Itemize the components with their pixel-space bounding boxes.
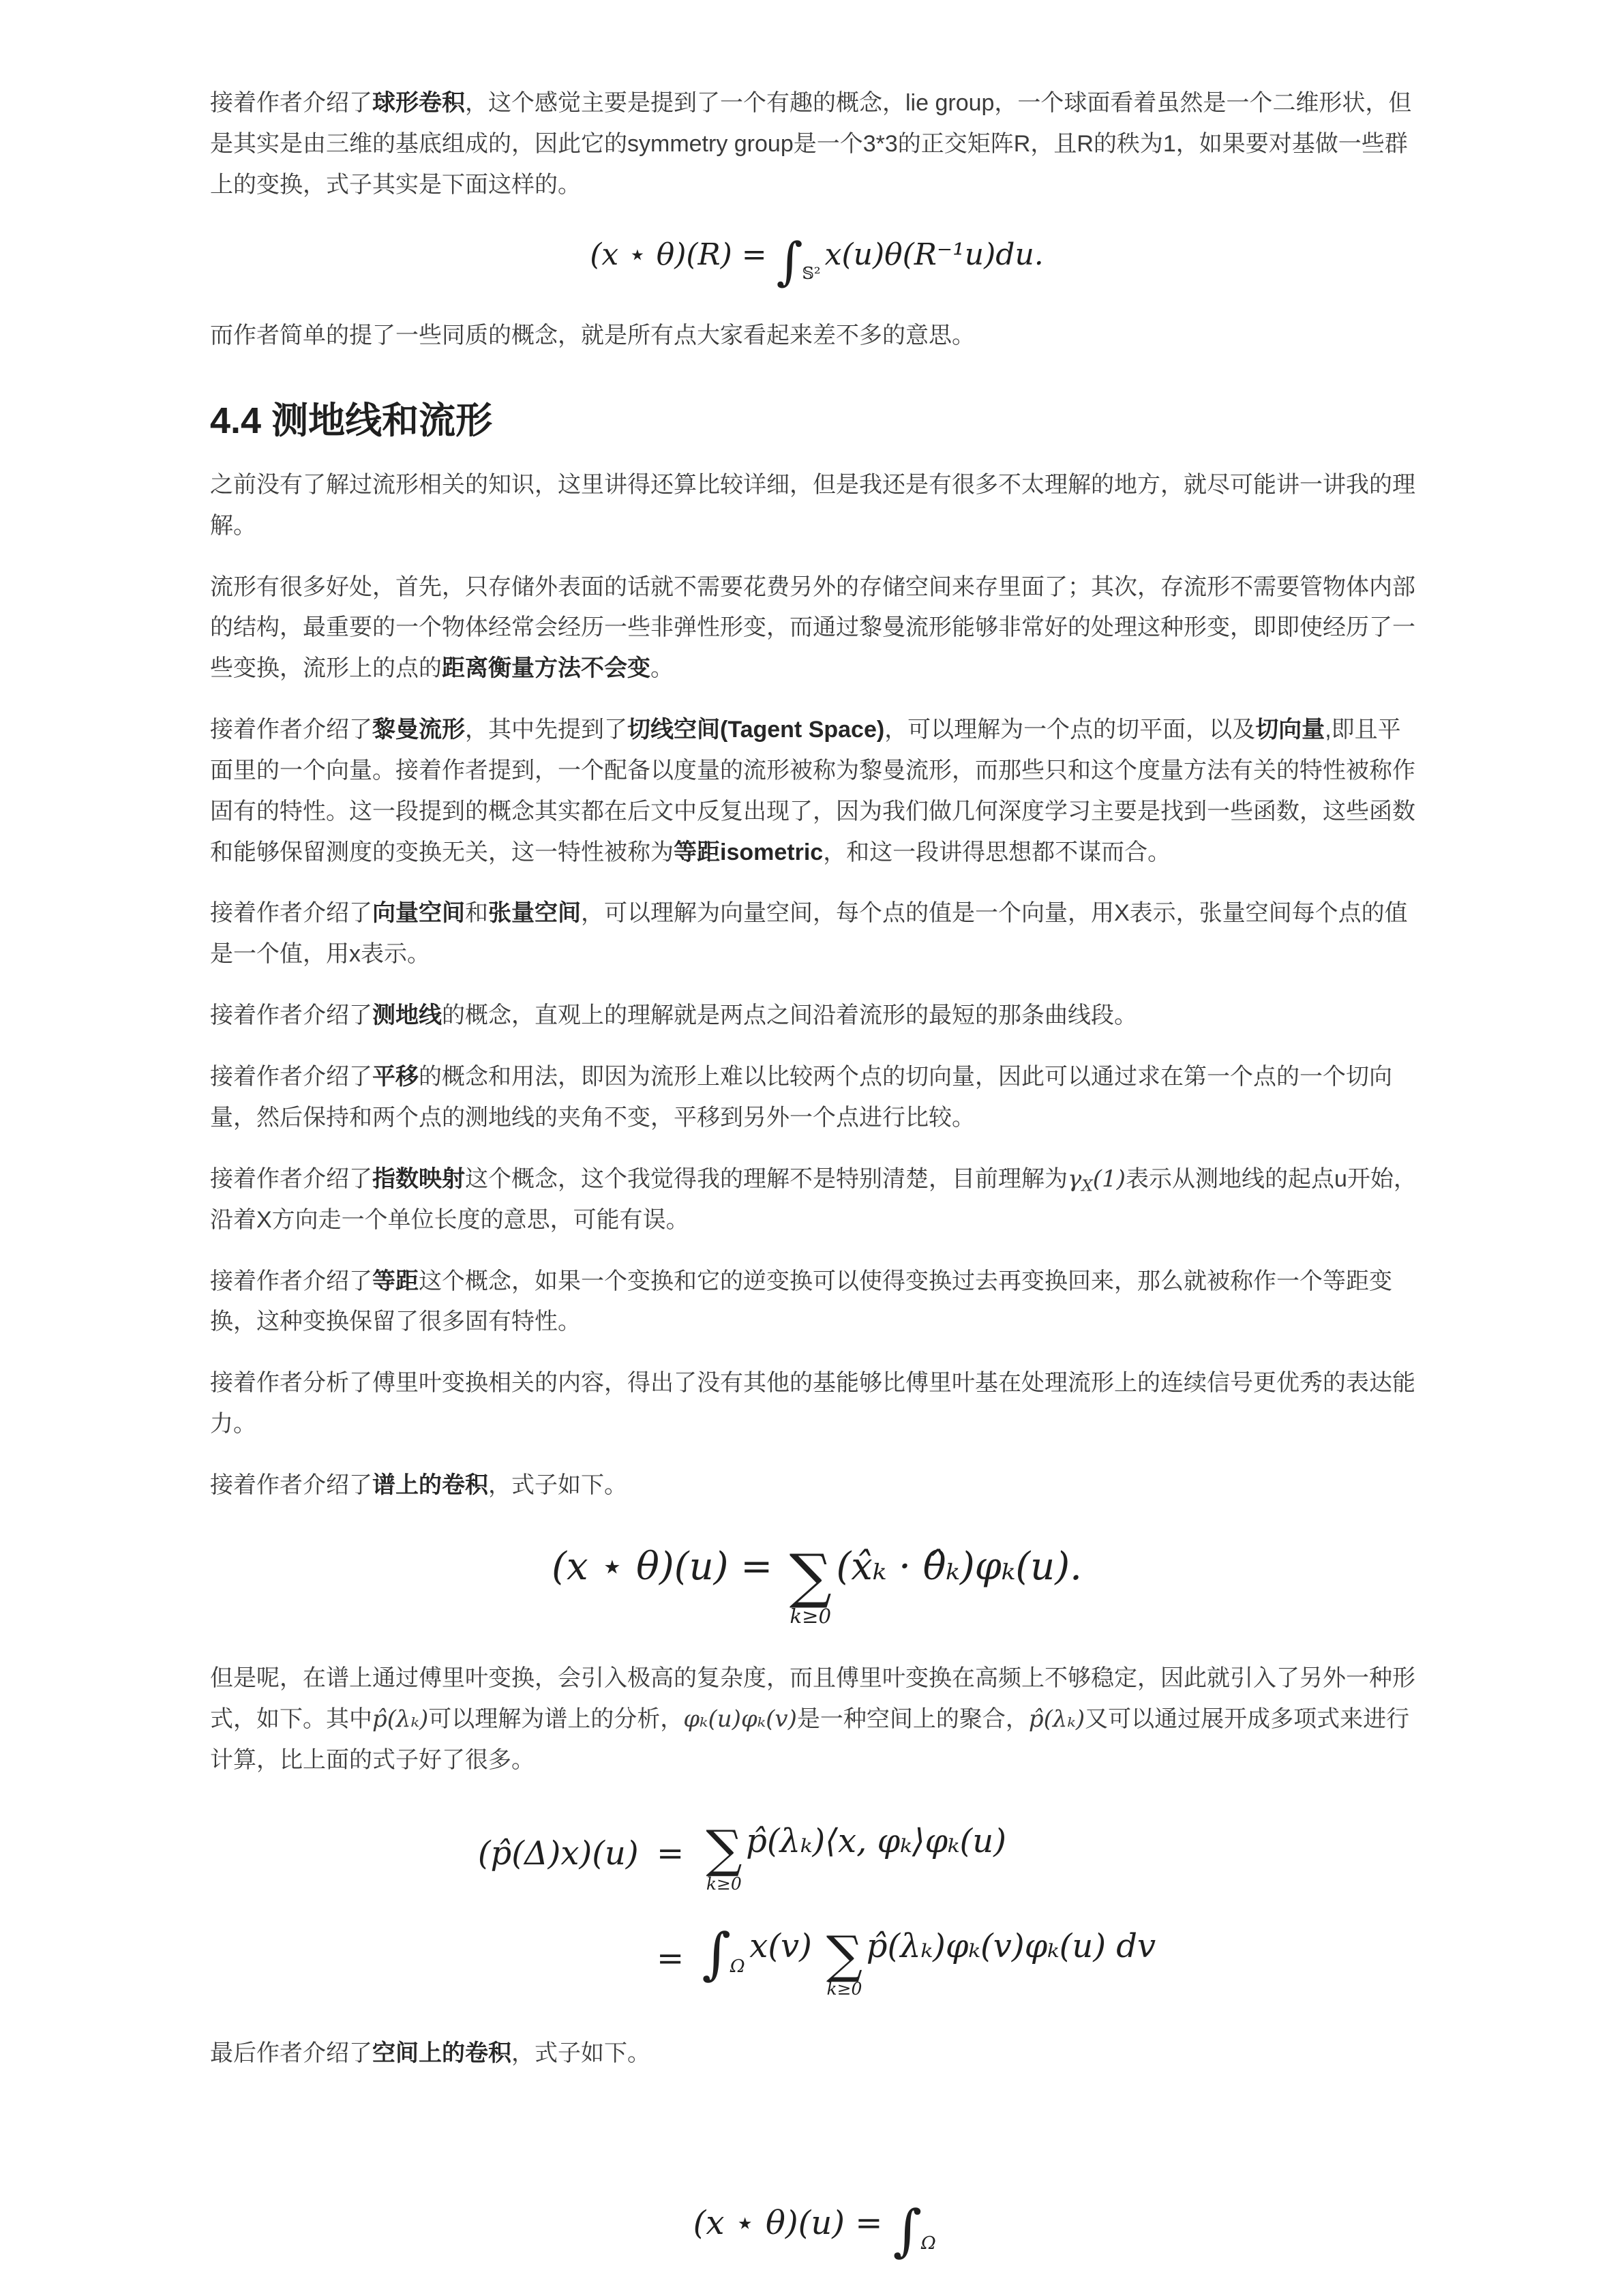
- text-segment: 又可以通过展开成多项式来进行计算，比上面的式子好了很多。: [210, 1706, 1410, 1773]
- text-segment: 接着作者介绍了: [210, 1002, 372, 1029]
- paragraph-manifold-benefits: [210, 567, 1424, 689]
- paragraph-vector-tensor-space: [210, 893, 1424, 975]
- equation-lhs: (x ⋆ θ)(u) =: [693, 2203, 893, 2242]
- equation-body: (x̂ₖ · θ̂ₖ)φₖ(u).: [836, 1544, 1082, 1589]
- sum-limits: k≥0: [826, 1979, 862, 1999]
- text-segment: ，其中先提到了: [465, 717, 627, 743]
- text-segment: 向量空间: [372, 900, 465, 927]
- integral-operator-icon: ∫: [702, 1921, 732, 1986]
- equals-sign: =: [656, 1834, 685, 1873]
- text-segment: (1): [1092, 1165, 1126, 1193]
- paragraph-spectral-complexity: [210, 1658, 1424, 1780]
- text-segment: 这个概念，这个我觉得我的理解不是特别清楚，目前理解为: [465, 1165, 1068, 1192]
- text-segment: 的概念，直观上的理解就是两点之间沿着流形的最短的那条曲线段。: [442, 1002, 1137, 1029]
- text-segment: 最后作者介绍了: [210, 2040, 372, 2067]
- text-segment: φₖ(u)φₖ(v): [683, 1705, 797, 1733]
- sum-symbol: ∑: [706, 1819, 742, 1879]
- equation-body: x(u)θ(R⁻¹u)du.: [824, 237, 1044, 273]
- text-segment: 。: [650, 655, 674, 682]
- text-segment: 接着作者介绍了: [210, 717, 372, 743]
- text-segment: 切向量: [1255, 717, 1325, 743]
- text-segment: ，可以理解为向量空间，每个点的值是一个向量，用X表示，张量空间每个点的值是一个值，用x表示。: [210, 900, 1408, 968]
- text-segment: 球形卷积: [372, 90, 465, 116]
- text-segment: 黎曼流形: [372, 717, 465, 743]
- sum-symbol: ∑: [789, 1541, 832, 1611]
- text-segment: ，式子如下。: [488, 1472, 627, 1498]
- text-segment: 但是呢，在谱上通过傅里叶变换，会引入极高的复杂度，而且傅里叶变换在高频上不够稳定，因此就引入了另外一种形式，如下。其中: [210, 1665, 1415, 1733]
- equation-body: x(v): [749, 1926, 823, 1965]
- formula-spectral-filter: [210, 1813, 1424, 1999]
- formula-spatial-convolution-partial: [210, 2194, 1424, 2263]
- text-segment: p̂(λₖ): [1028, 1705, 1085, 1733]
- paragraph-geodesic: [210, 996, 1424, 1037]
- integral-domain: Ω: [920, 2233, 936, 2254]
- summation-operator-icon: [789, 1541, 832, 1628]
- text-segment: 接着作者介绍了: [210, 1165, 372, 1192]
- section-heading: 4.4 测地线和流形: [210, 400, 493, 442]
- text-segment: 等距isometric: [674, 839, 824, 865]
- text-segment: 流形有很多好处，首先，只存储外表面的话就不需要花费另外的存储空间来存里面了；其次，存流形不需要管物体内部的结构，最重要的一个物体经常会经历一些非弹性形变，而通过黎曼流形能够非常好的处理这种形变，即即使经历了一些变换，流形上的点的: [210, 573, 1415, 682]
- text-segment: 接着作者介绍了: [210, 90, 372, 116]
- text-segment: 可以理解为谱上的分析，: [428, 1706, 684, 1733]
- paragraph-isometry: [210, 1262, 1424, 1343]
- equation-rhs-line2: [702, 1918, 1156, 1999]
- formula-spherical-convolution: [210, 228, 1424, 292]
- text-segment: 平移: [372, 1063, 419, 1090]
- document-content: [210, 83, 1424, 2263]
- equation-lhs: (x ⋆ θ)(u) =: [552, 1544, 785, 1589]
- integral-operator-icon: ∫: [776, 232, 803, 292]
- paragraph-intro: [210, 465, 1424, 547]
- text-segment: 是一种空间上的聚合，: [796, 1706, 1029, 1733]
- text-segment: 和: [465, 900, 488, 927]
- equation-body: p̂(λₖ)⟨x, φₖ⟩φₖ(u): [746, 1821, 1006, 1860]
- paragraph-spectral-convolution-intro: [210, 1465, 1424, 1506]
- text-segment: 空间上的卷积: [372, 2040, 511, 2067]
- sum-limits: k≥0: [790, 1605, 832, 1628]
- integral-operator-icon: ∫: [892, 2198, 922, 2263]
- equation-lhs: (x ⋆ θ)(R) =: [590, 237, 777, 273]
- equation-body: p̂(λₖ)φₖ(v)φₖ(u) dv: [866, 1926, 1156, 1965]
- text-segment: ,即且平面里的一个向量。接着作者提到，一个配备以度量的流形被称为黎曼流形，而那些只和这个度量方法有关的特性被称作固有的特性。这一段提到的概念其实都在后文中反复出现了，因为我们做几何深度学习主要是找到一些函数，这些函数和能够保留测度的变换无关，这一特性被称为: [210, 717, 1415, 865]
- sum-limits: k≥0: [706, 1874, 742, 1894]
- text-segment: 接着作者分析了傅里叶变换相关的内容，得出了没有其他的基能够比傅里叶基在处理流形上的连续信号更优秀的表达能力。: [210, 1370, 1415, 1437]
- text-segment: 张量空间: [488, 900, 581, 927]
- text-segment: 接着作者介绍了: [210, 900, 372, 927]
- text-segment: 指数映射: [372, 1165, 465, 1192]
- text-segment: ，和这一段讲得思想都不谋而合。: [823, 839, 1171, 865]
- text-segment: 切线空间(Tagent Space): [627, 717, 885, 743]
- text-segment: 的概念和用法，即因为流形上难以比较两个点的切向量，因此可以通过求在第一个点的一个切向量，然后保持和两个点的测地线的夹角不变，平移到另外一个点进行比较。: [210, 1063, 1392, 1131]
- integral-domain: 𝕊²: [802, 264, 821, 284]
- equation-rhs-line1: [702, 1813, 1006, 1894]
- text-segment: ，式子如下。: [511, 2040, 650, 2067]
- summation-operator-icon: [826, 1924, 863, 2000]
- text-segment: 这个概念，如果一个变换和它的逆变换可以使得变换过去再变换回来，那么就被称作一个等距变换，这种变换保留了很多固有特性。: [210, 1268, 1392, 1335]
- text-segment: p̂(λₖ): [372, 1705, 429, 1733]
- summation-operator-icon: [706, 1819, 742, 1894]
- text-segment: ，这个感觉主要是提到了一个有趣的概念，lie group，一个球面看着虽然是一个二维形状，但是其实是由三维的基底组成的，因此它的symmetry group是一个3*3的正交矩阵R，且R的秩为1，如果要对基做一些群上的变换，式子其实是下面这样的。: [210, 90, 1412, 198]
- text-segment: 之前没有了解过流形相关的知识，这里讲得还算比较详细，但是我还是有很多不太理解的地方，就尽可能讲一讲我的理解。: [210, 471, 1415, 539]
- text-segment: 接着作者介绍了: [210, 1268, 372, 1294]
- paragraph-fourier-analysis: [210, 1363, 1424, 1445]
- text-segment: 接着作者介绍了: [210, 1472, 372, 1498]
- text-segment: 距离衡量方法不会变: [442, 655, 650, 682]
- aligned-equations: [478, 1813, 1156, 1999]
- paragraph-riemannian-manifold: [210, 710, 1424, 873]
- text-segment: 等距: [372, 1268, 419, 1294]
- equals-sign: =: [656, 1939, 685, 1978]
- text-segment: 表示从测地线的起点u开始，沿着X方向走一个单位长度的意思，可能有误。: [210, 1165, 1417, 1233]
- paragraph-spatial-convolution-intro: [210, 2033, 1424, 2074]
- text-segment: 谱上的卷积: [372, 1472, 488, 1498]
- paragraph-parallel-transport: [210, 1057, 1424, 1139]
- equation-lhs: (p̂(Δ)x)(u): [477, 1834, 639, 1873]
- text-segment: γ: [1068, 1165, 1082, 1193]
- sum-symbol: ∑: [826, 1924, 863, 1984]
- text-segment: 测地线: [372, 1002, 442, 1029]
- paragraph-spherical-convolution: [210, 83, 1424, 205]
- text-segment: X: [1081, 1177, 1093, 1195]
- text-segment: 接着作者介绍了: [210, 1063, 372, 1090]
- formula-spectral-convolution: [210, 1534, 1424, 1629]
- paragraph-exponential-map: [210, 1159, 1424, 1241]
- integral-domain: Ω: [730, 1956, 745, 1978]
- text-segment: 而作者简单的提了一些同质的概念，就是所有点大家看起来差不多的意思。: [210, 322, 975, 348]
- text-segment: ，可以理解为一个点的切平面，以及: [884, 717, 1256, 743]
- paragraph-homogeneity: [210, 316, 1424, 357]
